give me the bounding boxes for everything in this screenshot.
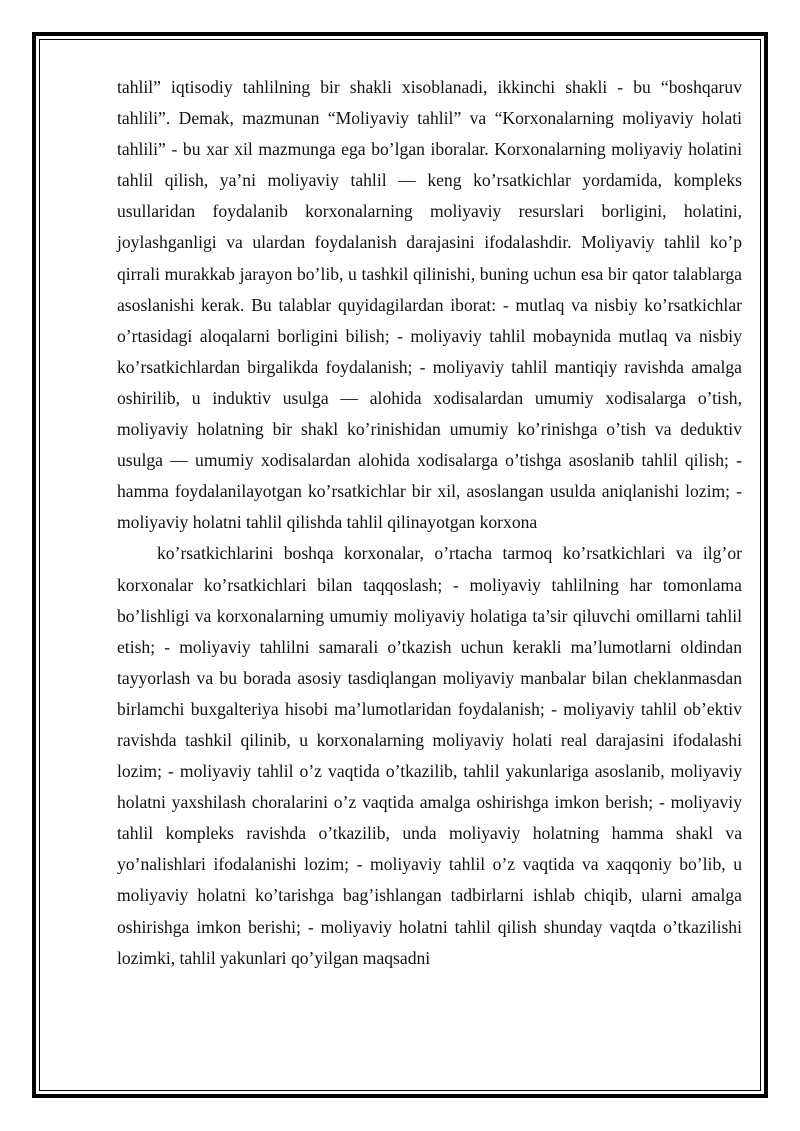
paragraph-2: ko’rsatkichlarini boshqa korxonalar, o’rtacha tarmoq ko’rsatkichlari va ilg’or korxonalar ko’rsatkichlari bilan taqqoslash; - moliyaviy tahlilning har tomonlama bo’lishligi va korxonalarning umumiy moliyaviy holatiga ta’sir qiluvchi omillarni tahlil etish; - moliyaviy tahlilni samarali o’tkazish uchun kerakli ma’lumotlarni oldindan tayyorlash va bu borada asosiy tasdiqlangan moliyaviy manbalar bilan cheklanmasdan birlamchi buxgalteriya hisobi ma’lumotlaridan foydalanish; - moliyaviy tahlil ob’ektiv ravishda tashkil qilinib, u korxonalarning moliyaviy holati real darajasini ifodalashi lozim; - moliyaviy tahlil o’z vaqtida o’tkazilib, tahlil yakunlariga asoslanib, moliyaviy holatni yaxshilash choralarini o’z vaqtida amalga oshirishga imkon berish; - moliyaviy tahlil kompleks ravishda o’tkazilib, unda moliyaviy holatning hamma shakl va yo’nalishlari ifodalanishi lozim; - moliyaviy tahlil o’z vaqtida va xaqqoniy bo’lib, u moliyaviy holatni ko’tarishga bag’ishlangan tadbirlarni ishlab chiqib, ularni amalga oshirishga imkon berishi; - moliyaviy holatni tahlil qilish shunday vaqtda o’tkazilishi lozimki, tahlil yakunlari qo’yilgan maqsadni [117, 543, 742, 968]
paragraph-1: tahlil” iqtisodiy tahlilning bir shakli xisoblanadi, ikkinchi shakli - bu “boshqaruv tahlili”. Demak, mazmunan “Moliyaviy tahlil” va “Korxonalarning moliyaviy holati tahlili” - bu xar xil mazmunga ega bo’lgan iboralar. Korxonalarning moliyaviy holatini tahlil qilish, ya’ni moliyaviy tahlil — keng ko’rsatkichlar yordamida, kompleks usullaridan foydalanib korxonalarning moliyaviy resurslari borligini, holatini, joylashganligi va ulardan foydalanish darajasini ifodalashdir. Moliyaviy tahlil ko’p qirrali murakkab jarayon bo’lib, u tashkil qilinishi, buning uchun esa bir qator talablarga asoslanishi kerak. Bu talablar quyidagilardan iborat: - mutlaq va nisbiy ko’rsatkichlar o’rtasidagi aloqalarni borligini bilish; - moliyaviy tahlil mobaynida mutlaq va nisbiy ko’rsatkichlardan birgalikda foydalanish; - moliyaviy tahlil mantiqiy ravishda amalga oshirilib, u induktiv usulga — alohida xodisalardan umumiy xodisalarga o’tish, moliyaviy holatning bir shakl ko’rinishidan umumiy ko’rinishga o’tish va deduktiv usulga — umumiy xodisalardan alohida xodisalarga o’tishga asoslanib tahlil qilish; - hamma foydalanilayotgan ko’rsatkichlar bir xil, asoslangan usulda aniqlanishi lozim; - moliyaviy holatni tahlil qilishda tahlil qilinayotgan korxona [117, 77, 742, 533]
document-body [117, 72, 742, 974]
